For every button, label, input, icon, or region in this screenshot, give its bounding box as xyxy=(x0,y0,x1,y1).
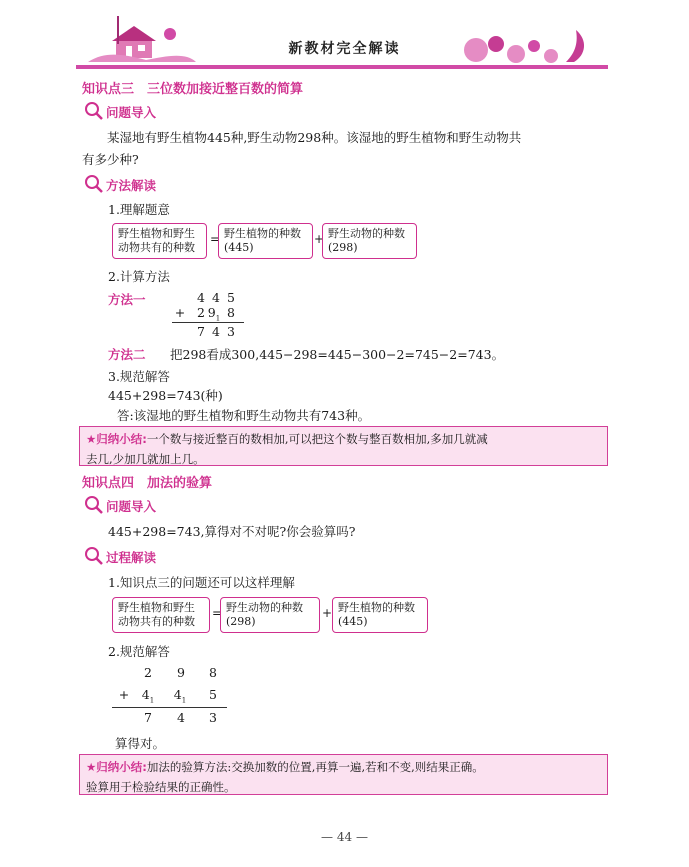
kp3-vert-b0: 2 xyxy=(197,305,205,320)
kp4-vert-a1: 9 xyxy=(177,665,185,680)
kp4-intro-heading: 问题导入 xyxy=(106,499,157,514)
kp3-vert-a2: 5 xyxy=(227,290,235,305)
kp3-vert-a1: 4 xyxy=(212,290,220,305)
kp3-intro-line2: 有多少种? xyxy=(82,152,139,167)
kp3-vert-a0: 4 xyxy=(197,290,205,305)
kp3-box-total: 野生植物和野生动物共有的种数 xyxy=(112,223,207,259)
kp4-summary-label: ★归纳小结: xyxy=(86,760,147,774)
kp3-step2: 2.计算方法 xyxy=(108,269,170,284)
kp3-vert-plus: + xyxy=(174,305,186,320)
kp3-box-animals: 野生动物的种数(298) xyxy=(322,223,417,259)
kp4-vert-a0: 2 xyxy=(144,665,152,680)
kp4-vert-b2: 5 xyxy=(209,687,217,702)
header-divider xyxy=(76,65,608,69)
kp4-vert-s1: 4 xyxy=(177,710,185,725)
kp4-box-animals: 野生动物的种数(298) xyxy=(220,597,320,633)
kp3-method-heading: 方法解读 xyxy=(106,178,157,193)
kp3-vert-b2: 8 xyxy=(227,305,235,320)
kp4-intro-text: 445+298=743,算得对不对呢?你会验算吗? xyxy=(108,524,356,539)
kp3-answer-eq: 445+298=743(种) xyxy=(108,388,223,403)
kp4-summary-box xyxy=(79,754,608,795)
kp4-conclusion: 算得对。 xyxy=(115,736,166,751)
kp3-summary-label: ★归纳小结: xyxy=(86,432,147,446)
kp3-vert-b1: $9_1$ xyxy=(207,305,221,323)
kp4-step2: 2.规范解答 xyxy=(108,644,170,659)
kp3-vert-s0: 7 xyxy=(197,324,205,339)
kp4-plus: + xyxy=(322,606,333,620)
kp3-vert-s1: 4 xyxy=(212,324,220,339)
kp4-vert-s0: 7 xyxy=(144,710,152,725)
kp3-step3: 3.规范解答 xyxy=(108,369,170,384)
kp4-vert-plus: + xyxy=(118,687,130,702)
kp3-summary-box xyxy=(79,426,608,466)
header-title: 新教材完全解读 xyxy=(288,41,401,57)
kp3-summary-line1: 一个数与接近整百的数相加,可以把这个数与整百数相加,多加几就减 xyxy=(146,432,488,446)
kp3-answer-text: 答:该湿地的野生植物和野生动物共有743种。 xyxy=(117,408,371,423)
kp4-title: 知识点四 加法的验算 xyxy=(82,476,213,491)
kp3-method2-text: 把298看成300,445−298=445−300−2=745−2=743。 xyxy=(170,347,505,362)
kp4-summary-line2: 验算用于检验结果的正确性。 xyxy=(86,780,236,794)
kp4-step1: 1.知识点三的问题还可以这样理解 xyxy=(108,575,295,590)
kp3-step1: 1.理解题意 xyxy=(108,202,170,217)
kp3-method2-label: 方法二 xyxy=(108,347,146,362)
kp3-intro-heading: 问题导入 xyxy=(106,105,157,120)
kp3-plus: + xyxy=(314,232,325,246)
kp4-equals: = xyxy=(212,606,223,620)
magnifier-icon xyxy=(82,99,104,121)
kp3-vert-s2: 3 xyxy=(227,324,235,339)
kp3-equals: = xyxy=(210,232,221,246)
kp3-box-plants: 野生植物的种数(445) xyxy=(218,223,313,259)
kp4-box-plants: 野生植物的种数(445) xyxy=(332,597,428,633)
kp4-vert-b0: $4_1$ xyxy=(141,687,155,705)
magnifier-icon xyxy=(82,544,104,566)
kp3-summary-line2: 去几,少加几就加上几。 xyxy=(86,452,205,466)
kp4-box-total: 野生植物和野生动物共有的种数 xyxy=(112,597,210,633)
kp4-summary-line1: 加法的验算方法:交换加数的位置,再算一遍,若和不变,则结果正确。 xyxy=(146,760,484,774)
kp3-title: 知识点三 三位数加接近整百数的简算 xyxy=(82,82,304,97)
magnifier-icon xyxy=(82,493,104,515)
kp4-process-heading: 过程解读 xyxy=(106,550,157,565)
magnifier-icon xyxy=(82,172,104,194)
kp3-intro-line1: 某湿地有野生植物445种,野生动物298种。该湿地的野生植物和野生动物共 xyxy=(107,130,522,145)
kp4-vert-line xyxy=(112,707,227,708)
kp4-vert-b1: $4_1$ xyxy=(173,687,187,705)
page-number: — 44 — xyxy=(321,830,368,844)
kp4-vert-s2: 3 xyxy=(209,710,217,725)
kp3-vert-line xyxy=(172,322,244,323)
kp3-method1-label: 方法一 xyxy=(108,292,146,307)
kp4-vert-a2: 8 xyxy=(209,665,217,680)
